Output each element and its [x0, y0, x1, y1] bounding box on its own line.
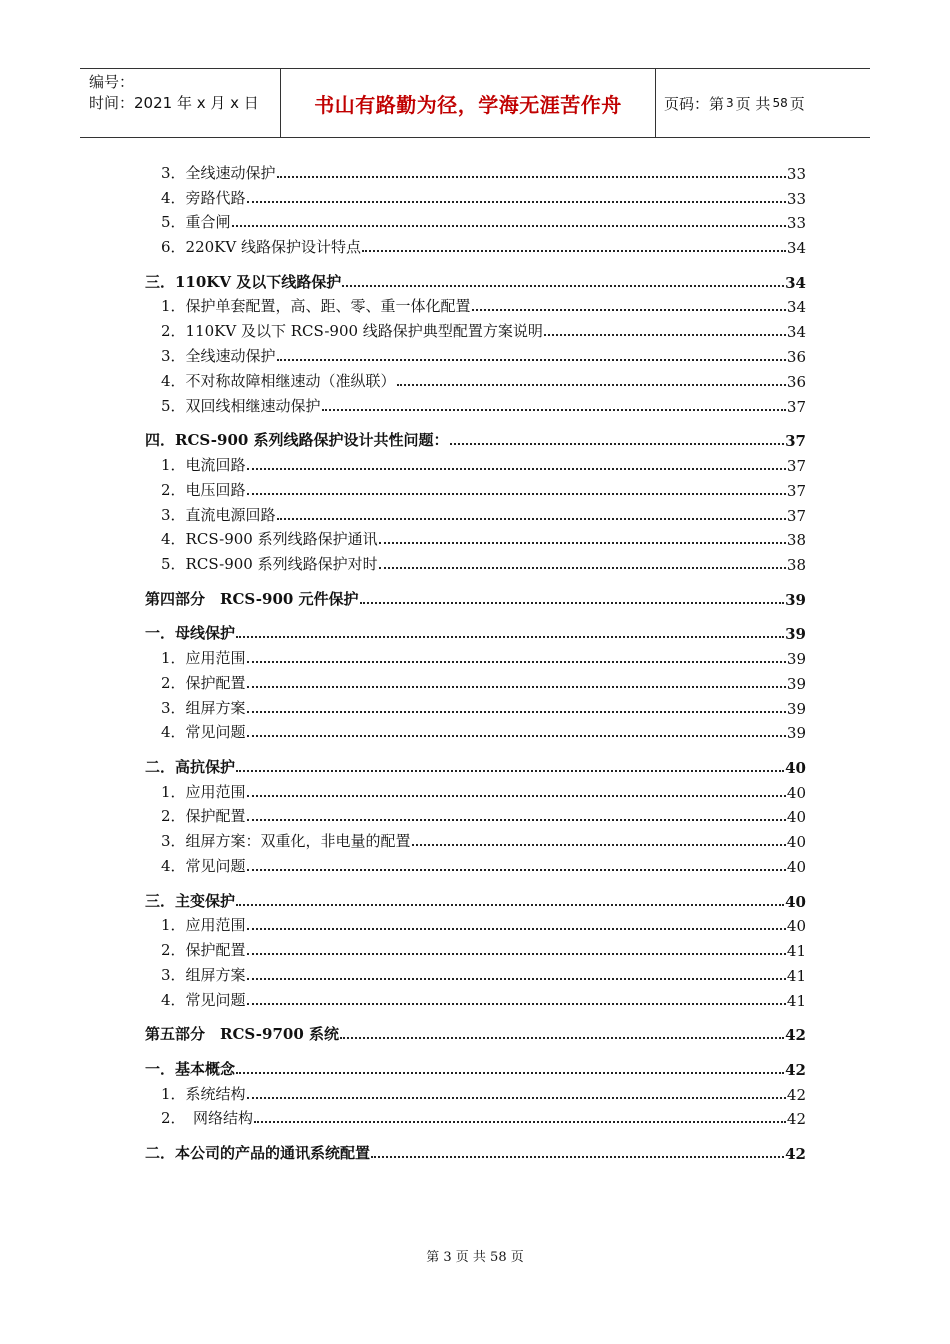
toc-section-entry[interactable] [145, 742, 806, 777]
toc-entry-label: 二．本公司的产品的通讯系统配置 [145, 1143, 371, 1162]
toc-section-entry[interactable] [145, 416, 806, 451]
toc-entry[interactable] [145, 391, 806, 416]
toc-entry-page: 33 [786, 189, 806, 208]
toc-entry-page: 42 [786, 1110, 806, 1129]
toc-leader-dots [247, 978, 786, 980]
toc-entry-page: 41 [786, 991, 806, 1010]
page-suffix: 页 [789, 94, 805, 113]
toc-entry-page: 40 [786, 917, 806, 936]
toc-entry[interactable] [145, 500, 806, 525]
toc-entry-page: 39 [786, 649, 806, 668]
toc-entry-page: 40 [786, 808, 806, 827]
toc-entry[interactable] [145, 525, 806, 550]
toc-entry[interactable] [145, 668, 806, 693]
toc-entry[interactable] [145, 366, 806, 391]
toc-entry[interactable] [145, 450, 806, 475]
toc-leader-dots [247, 661, 786, 663]
toc-entry-label: 3．全线速动保护 [161, 347, 276, 366]
toc-entry-page: 40 [785, 892, 806, 911]
toc-entry-label: 2．110KV 及以下 RCS-900 线路保护典型配置方案说明 [161, 322, 543, 341]
toc-entry-label: 2．保护配置 [161, 673, 246, 692]
toc-section-entry[interactable] [145, 876, 806, 911]
toc-entry-page: 37 [786, 506, 806, 525]
toc-entry-label: 三．主变保护 [145, 891, 236, 910]
header-meta [80, 69, 280, 137]
toc-leader-dots [360, 602, 785, 604]
toc-leader-dots [247, 711, 786, 713]
toc-entry-page: 41 [786, 942, 806, 961]
toc-leader-dots [254, 1121, 786, 1123]
toc-entry-label: 4．RCS-900 系列线路保护通讯 [161, 530, 378, 549]
toc-entry-label: 二．高抗保护 [145, 757, 236, 776]
toc-leader-dots [247, 686, 786, 688]
toc-leader-dots [247, 1003, 786, 1005]
toc-entry[interactable] [145, 802, 806, 827]
toc-entry-label: 第五部分 RCS-9700 系统 [145, 1025, 339, 1044]
toc-leader-dots [247, 468, 786, 470]
toc-entry-page: 34 [786, 239, 806, 258]
toc-leader-dots [247, 795, 786, 797]
toc-leader-dots [236, 770, 784, 772]
toc-entry-page: 39 [785, 625, 806, 644]
toc-entry[interactable] [145, 183, 806, 208]
toc-leader-dots [362, 250, 786, 252]
toc-entry-page: 38 [786, 556, 806, 575]
toc-entry-label: 第四部分 RCS-900 元件保护 [145, 589, 359, 608]
toc-entry-page: 37 [785, 432, 806, 451]
toc-entry-label: 4．旁路代路 [161, 188, 246, 207]
toc-leader-dots [236, 1072, 784, 1074]
page-current: 3 [726, 96, 734, 110]
toc-entry-label: 2． 网络结构 [161, 1109, 254, 1128]
toc-entry[interactable] [145, 911, 806, 936]
toc-entry[interactable] [145, 549, 806, 574]
toc-entry[interactable] [145, 985, 806, 1010]
page-prefix: 页码：第 [664, 94, 725, 113]
page-mid: 页 共 [735, 94, 771, 113]
header-page-info [654, 69, 870, 137]
toc-entry-label: 2．电压回路 [161, 480, 246, 499]
toc-entry-label: 一．母线保护 [145, 624, 236, 643]
toc-entry-label: 4．常见问题 [161, 723, 246, 742]
header-motto: 书山有路勤为径，学海无涯苦作舟 [314, 92, 622, 117]
toc-entry[interactable] [145, 292, 806, 317]
toc-entry-label: 3．组屏方案：双重化，非电量的配置 [161, 832, 411, 851]
toc-section-entry[interactable] [145, 257, 806, 292]
toc-entry-label: 1．应用范围 [161, 648, 246, 667]
toc-leader-dots [379, 542, 786, 544]
page-footer: 第 3 页 共 58 页 [426, 1250, 524, 1265]
toc-entry-page: 40 [786, 783, 806, 802]
toc-entry[interactable] [145, 341, 806, 366]
toc-entry[interactable] [145, 158, 806, 183]
toc-entry-page: 33 [786, 214, 806, 233]
toc-entry[interactable] [145, 208, 806, 233]
toc-entry[interactable] [145, 851, 806, 876]
toc-entry-page: 37 [786, 456, 806, 475]
toc-entry-label: 2．保护配置 [161, 807, 246, 826]
toc-leader-dots [247, 1097, 786, 1099]
toc-leader-dots [247, 819, 786, 821]
toc-leader-dots [236, 904, 784, 906]
toc-entry-page: 42 [786, 1085, 806, 1104]
toc-entry-label: 4．不对称故障相继速动（准纵联） [161, 371, 396, 390]
toc-leader-dots [247, 928, 786, 930]
toc-entry-page: 38 [786, 531, 806, 550]
toc-entry-label: 4．常见问题 [161, 857, 246, 876]
toc-leader-dots [342, 285, 784, 287]
toc-leader-dots [247, 493, 786, 495]
toc-entry-page: 37 [786, 481, 806, 500]
toc-leader-dots [247, 953, 786, 955]
page-total: 58 [772, 96, 788, 110]
toc-leader-dots [371, 1156, 784, 1158]
toc-entry-label: 三．110KV 及以下线路保护 [145, 272, 342, 291]
toc-entry-label: 3．组屏方案 [161, 698, 246, 717]
toc-entry-label: 四．RCS-900 系列线路保护设计共性问题： [145, 431, 449, 450]
toc-leader-dots [322, 409, 786, 411]
toc-entry-page: 39 [786, 674, 806, 693]
toc-leader-dots [544, 334, 786, 336]
toc-entry-page: 36 [786, 348, 806, 367]
toc-entry-page: 42 [785, 1060, 806, 1079]
header-date: 时间：2021 年 x 月 x 日 [89, 94, 259, 112]
toc-leader-dots [236, 636, 784, 638]
toc-entry-page: 41 [786, 966, 806, 985]
toc-entry-page: 36 [786, 372, 806, 391]
toc-section-entry[interactable] [145, 1128, 806, 1163]
toc-entry-label: 3．全线速动保护 [161, 163, 276, 182]
toc-entry-label: 1．系统结构 [161, 1084, 246, 1103]
toc-entry[interactable] [145, 232, 806, 257]
toc-entry-label: 一．基本概念 [145, 1059, 236, 1078]
toc-entry[interactable] [145, 960, 806, 985]
toc-entry-page: 39 [785, 590, 806, 609]
toc-entry-label: 1．应用范围 [161, 916, 246, 935]
toc-entry-page: 42 [785, 1026, 806, 1045]
toc-entry[interactable] [145, 643, 806, 668]
toc-entry-page: 39 [786, 699, 806, 718]
toc-leader-dots [340, 1037, 784, 1039]
toc-entry-page: 34 [786, 323, 806, 342]
toc-entry[interactable] [145, 935, 806, 960]
toc-leader-dots [247, 735, 786, 737]
toc-entry[interactable] [145, 826, 806, 851]
header-number-label: 编号： [89, 73, 135, 91]
table-of-contents [145, 158, 806, 1163]
toc-entry-label: 3．直流电源回路 [161, 505, 276, 524]
toc-entry-page: 40 [785, 758, 806, 777]
toc-entry-page: 42 [785, 1144, 806, 1163]
toc-entry[interactable] [145, 1104, 806, 1129]
toc-entry-label: 1．保护单套配置，高、距、零、重一体化配置 [161, 297, 471, 316]
toc-entry-page: 40 [786, 833, 806, 852]
toc-section-entry[interactable] [145, 1044, 806, 1079]
toc-leader-dots [379, 567, 786, 569]
toc-entry-page: 39 [786, 724, 806, 743]
toc-entry-page: 34 [786, 298, 806, 317]
toc-entry[interactable] [145, 1079, 806, 1104]
toc-entry-page: 37 [786, 397, 806, 416]
toc-entry-label: 5．RCS-900 系列线路保护对时 [161, 555, 378, 574]
toc-leader-dots [277, 359, 786, 361]
header-motto-cell [280, 69, 656, 137]
toc-entry-label: 5．双回线相继速动保护 [161, 396, 321, 415]
toc-section-entry[interactable] [145, 574, 806, 609]
toc-leader-dots [247, 201, 786, 203]
page-header [80, 68, 870, 138]
toc-entry[interactable] [145, 316, 806, 341]
toc-entry-label: 2．保护配置 [161, 941, 246, 960]
toc-entry[interactable] [145, 777, 806, 802]
toc-entry-label: 4．常见问题 [161, 990, 246, 1009]
toc-leader-dots [247, 869, 786, 871]
toc-leader-dots [412, 844, 786, 846]
toc-section-entry[interactable] [145, 1010, 806, 1045]
toc-leader-dots [232, 225, 786, 227]
toc-leader-dots [397, 384, 786, 386]
toc-entry-page: 33 [786, 164, 806, 183]
toc-leader-dots [277, 176, 786, 178]
toc-leader-dots [472, 309, 786, 311]
toc-entry-label: 3．组屏方案 [161, 965, 246, 984]
toc-leader-dots [450, 443, 785, 445]
toc-entry-label: 6．220KV 线路保护设计特点 [161, 238, 361, 257]
toc-entry[interactable] [145, 718, 806, 743]
toc-entry[interactable] [145, 475, 806, 500]
toc-entry-label: 1．电流回路 [161, 455, 246, 474]
toc-entry-label: 5．重合闸 [161, 213, 231, 232]
toc-entry[interactable] [145, 693, 806, 718]
toc-entry-label: 1．应用范围 [161, 782, 246, 801]
toc-entry-page: 34 [785, 273, 806, 292]
toc-entry-page: 40 [786, 858, 806, 877]
toc-section-entry[interactable] [145, 609, 806, 644]
toc-leader-dots [277, 518, 786, 520]
